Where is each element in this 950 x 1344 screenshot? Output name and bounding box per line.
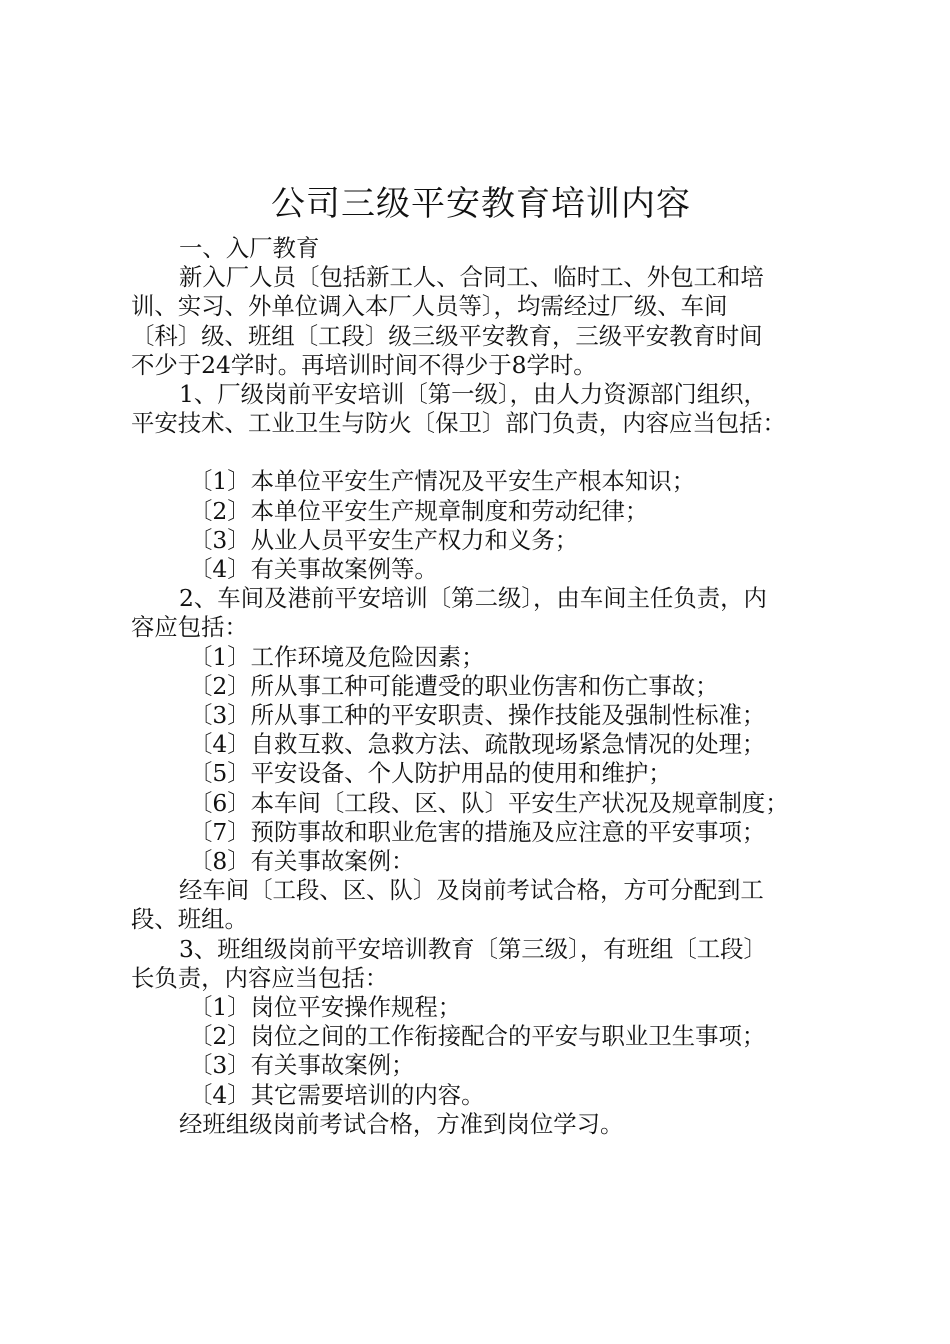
section-heading: 一、入厂教育 (179, 234, 320, 262)
list-item: 〔6〕本车间〔工段、区、队〕平安生产状况及规章制度； (189, 788, 789, 817)
list-item: 〔2〕所从事工种可能遭受的职业伤害和伤亡事故； (189, 671, 719, 700)
list-item: 〔2〕本单位平安生产规章制度和劳动纪律； (189, 496, 649, 525)
level1-heading: 平安技术、工业卫生与防火〔保卫〕部门负责，内容应当包括： (131, 409, 786, 438)
document-title: 公司三级平安教育培训内容 (271, 184, 691, 224)
blank-line (131, 438, 831, 467)
list-item: 〔3〕从业人员平安生产权力和义务； (189, 525, 579, 554)
level3-heading: 长负责，内容应当包括： (131, 963, 389, 992)
list-item: 〔2〕岗位之间的工作衔接配合的平安与职业卫生事项； (189, 1022, 766, 1051)
list-item: 〔4〕有关事故案例等。 (189, 555, 438, 584)
level2-heading: 容应包括： (131, 613, 248, 642)
list-item: 〔4〕其它需要培训的内容。 (189, 1080, 485, 1109)
list-item: 〔1〕岗位平安操作规程； (189, 993, 462, 1022)
list-item: 〔1〕本单位平安生产情况及平安生产根本知识； (189, 467, 696, 496)
level2-closing: 经车间〔工段、区、队〕及岗前考试合格，方可分配到工 (179, 876, 764, 905)
level1-heading: 1、厂级岗前平安培训〔第一级〕，由人力资源部门组织， (179, 380, 767, 409)
intro-line: 训、实习、外单位调入本厂人员等〕，均需经过厂级、车间 (131, 292, 728, 321)
level3-closing: 经班组级岗前考试合格，方准到岗位学习。 (179, 1109, 624, 1138)
intro-line: 新入厂人员〔包括新工人、合同工、临时工、外包工和培 (179, 263, 764, 292)
list-item: 〔8〕有关事故案例： (189, 847, 415, 876)
intro-line: 〔科〕级、班组〔工段〕级三级平安教育，三级平安教育时间 (131, 321, 763, 350)
list-item: 〔3〕所从事工种的平安职责、操作技能及强制性标准； (189, 701, 766, 730)
list-item: 〔4〕自救互救、急救方法、疏散现场紧急情况的处理； (189, 730, 766, 759)
level3-heading: 3、班组级岗前平安培训教育〔第三级〕，有班组〔工段〕 (179, 934, 767, 963)
intro-line: 不少于24学时。再培训时间不得少于8学时。 (131, 350, 597, 379)
list-item: 〔1〕工作环境及危险因素； (189, 642, 485, 671)
level2-heading: 2、车间及港前平安培训〔第二级〕，由车间主任负责，内 (179, 584, 767, 613)
list-item: 〔5〕平安设备、个人防护用品的使用和维护； (189, 759, 672, 788)
list-item: 〔7〕预防事故和职业危害的措施及应注意的平安事项； (189, 817, 766, 846)
list-item: 〔3〕有关事故案例； (189, 1051, 415, 1080)
level2-closing: 段、班组。 (131, 905, 248, 934)
document-page (131, 178, 831, 1139)
